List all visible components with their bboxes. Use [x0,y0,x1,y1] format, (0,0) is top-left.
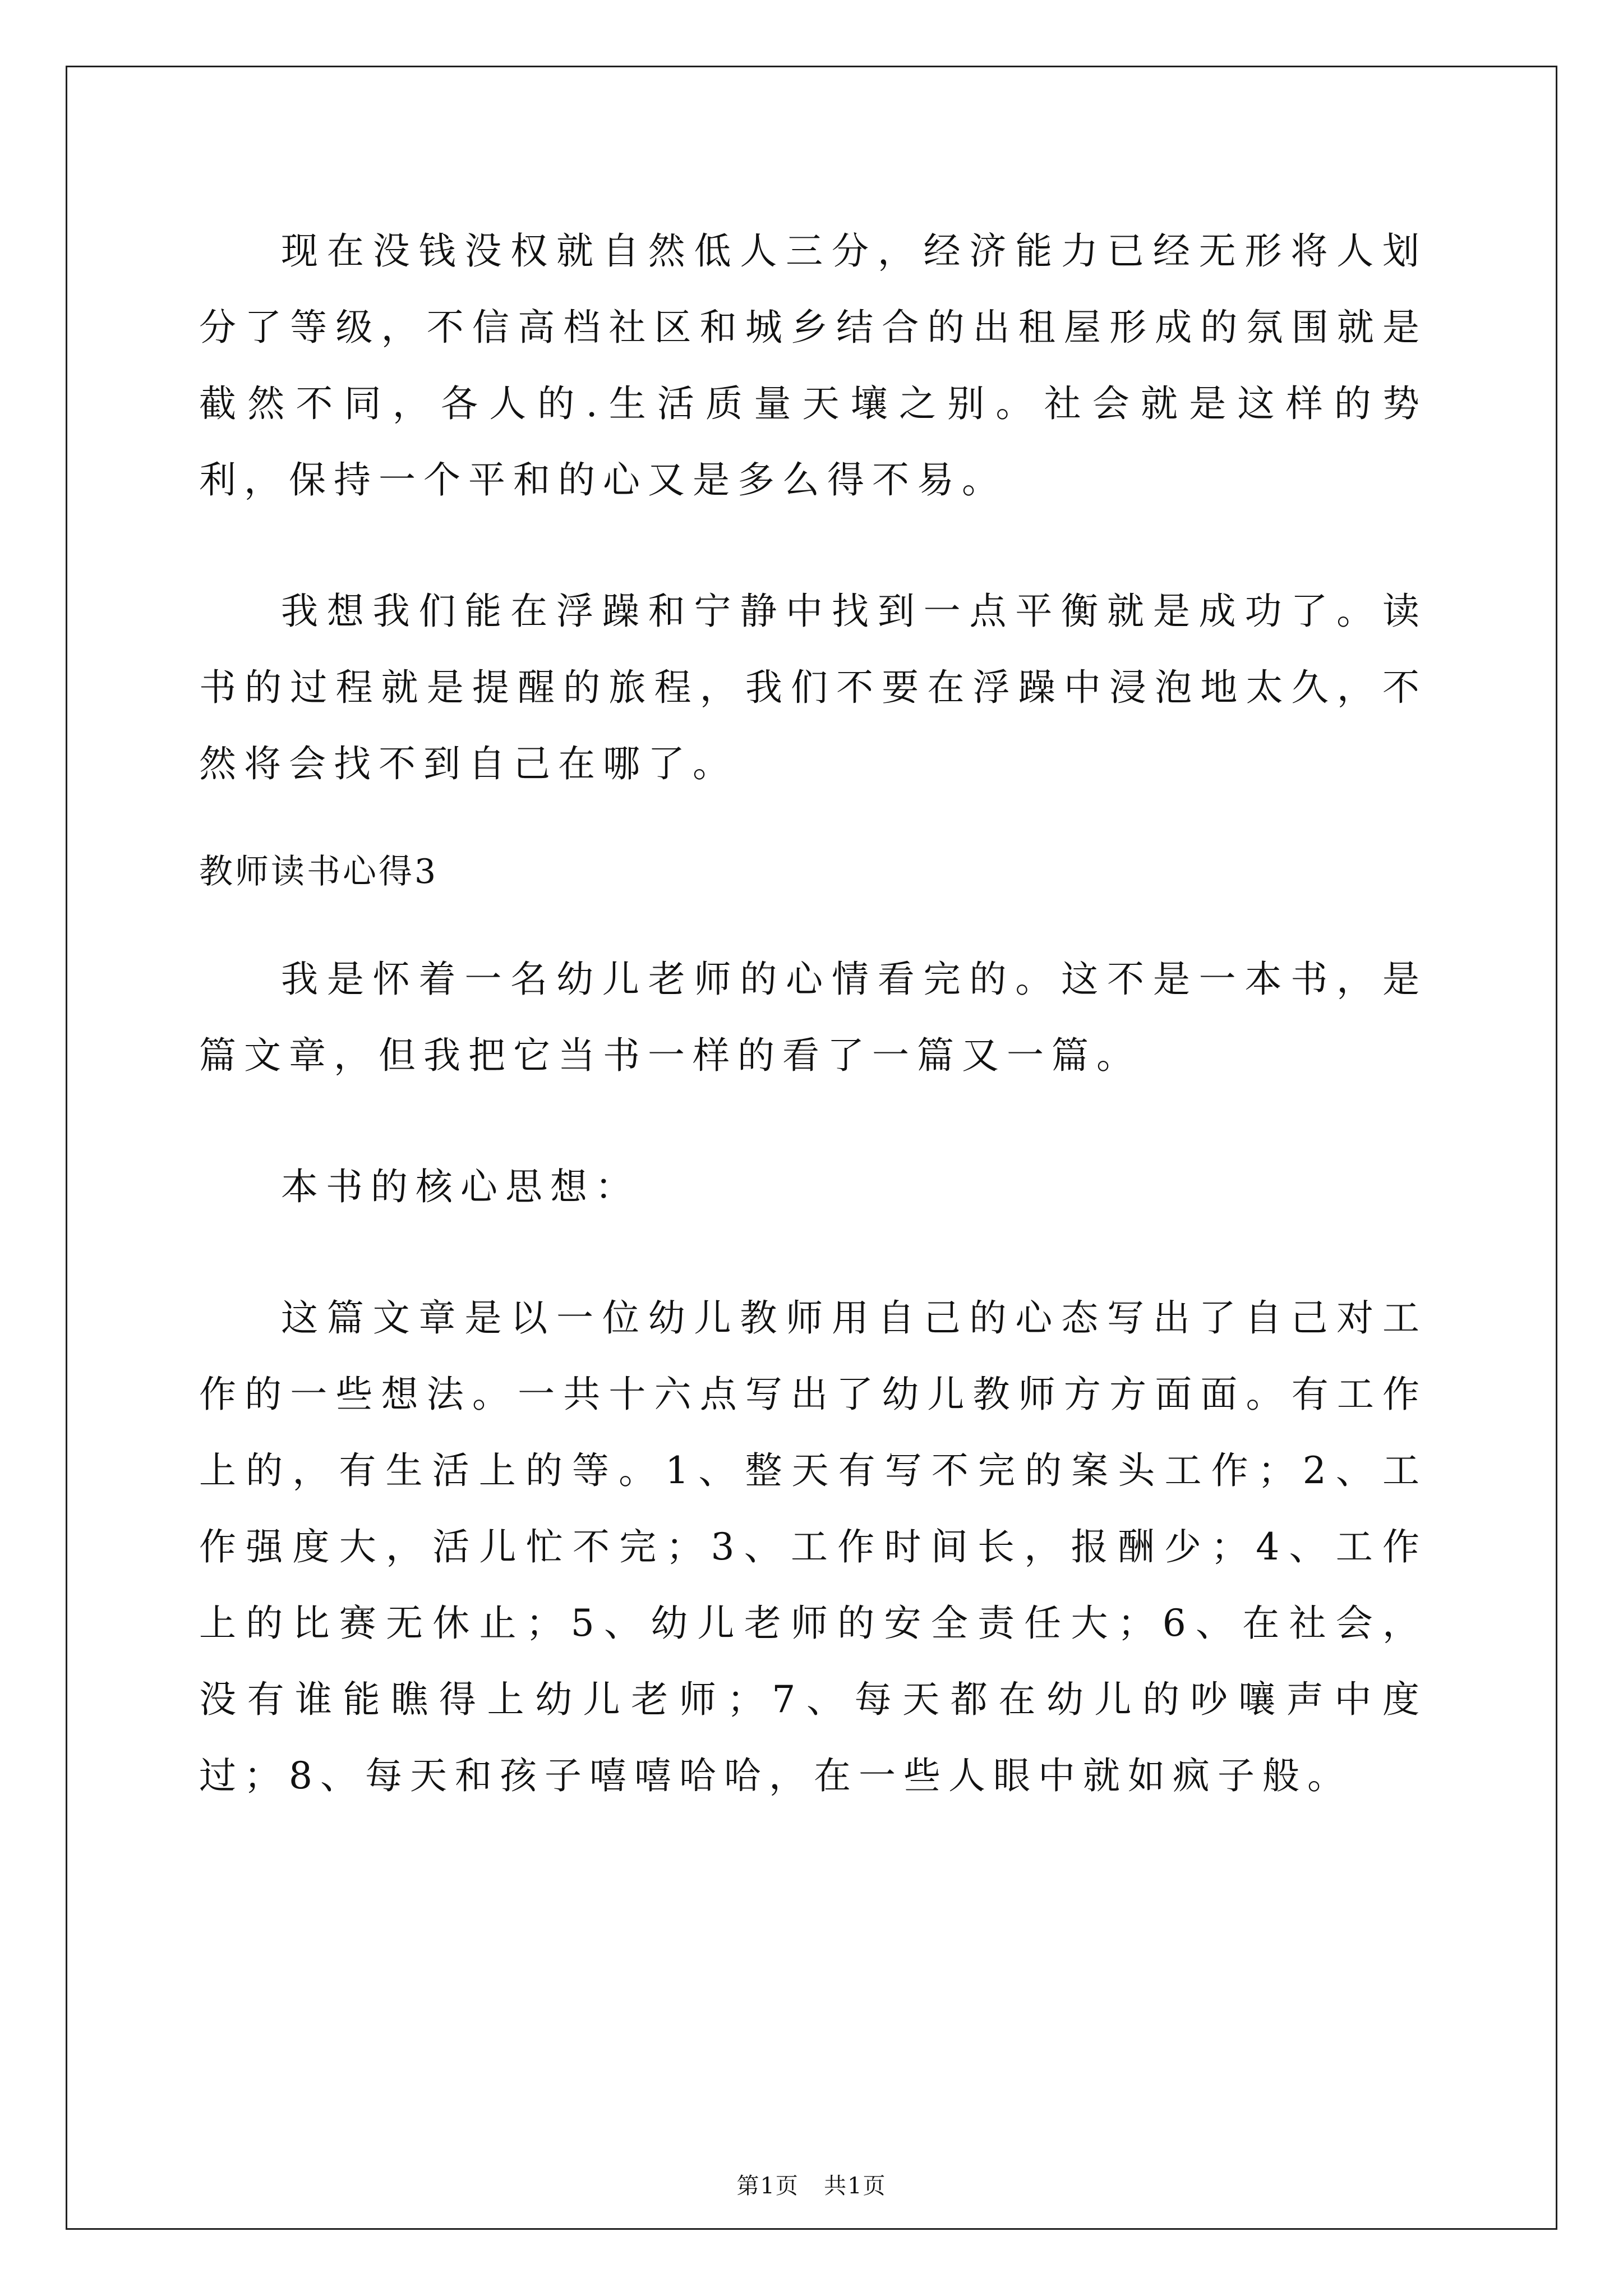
paragraph: 我是怀着一名幼儿老师的心情看完的。这不是一本书，是篇文章，但我把它当书一样的看了一篇又一篇。 [199,958,1427,1077]
page-total: 共1页 [824,2173,887,2199]
page-number: 第1页 [736,2173,799,2199]
paragraph: 我想我们能在浮躁和宁静中找到一点平衡就是成功了。读书的过程就是提醒的旅程，我们不要在浮躁中浸泡地太久，不然将会找不到自己在哪了。 [199,590,1427,785]
paragraph: 这篇文章是以一位幼儿教师用自己的心态写出了自己对工作的一些想法。一共十六点写出了幼儿教师方方面面。有工作上的，有生活上的等。1、整天有写不完的案头工作；2、工作强度大，活儿忙不完；3、工作时间长，报酬少；4、工作上的比赛无休止；5、幼儿老师的安全责任大；6、在社会，没有谁能瞧得上幼儿老师；7、每天都在幼儿的吵嚷声中度过；8、每天和孩子嘻嘻哈哈，在一些人眼中就如疯子般。 [199,1296,1427,1797]
paragraph: 本书的核心思想： [281,1165,640,1208]
paragraph: 现在没钱没权就自然低人三分，经济能力已经无形将人划分了等级，不信高档社区和城乡结合的出租屋形成的氛围就是截然不同，各人的.生活质量天壤之别。社会就是这样的势利，保持一个平和的心又是多么得不易。 [199,229,1427,501]
section-heading: 教师读书心得3 [199,852,439,891]
page-footer [0,2172,1623,2200]
document-body [199,213,1427,1869]
